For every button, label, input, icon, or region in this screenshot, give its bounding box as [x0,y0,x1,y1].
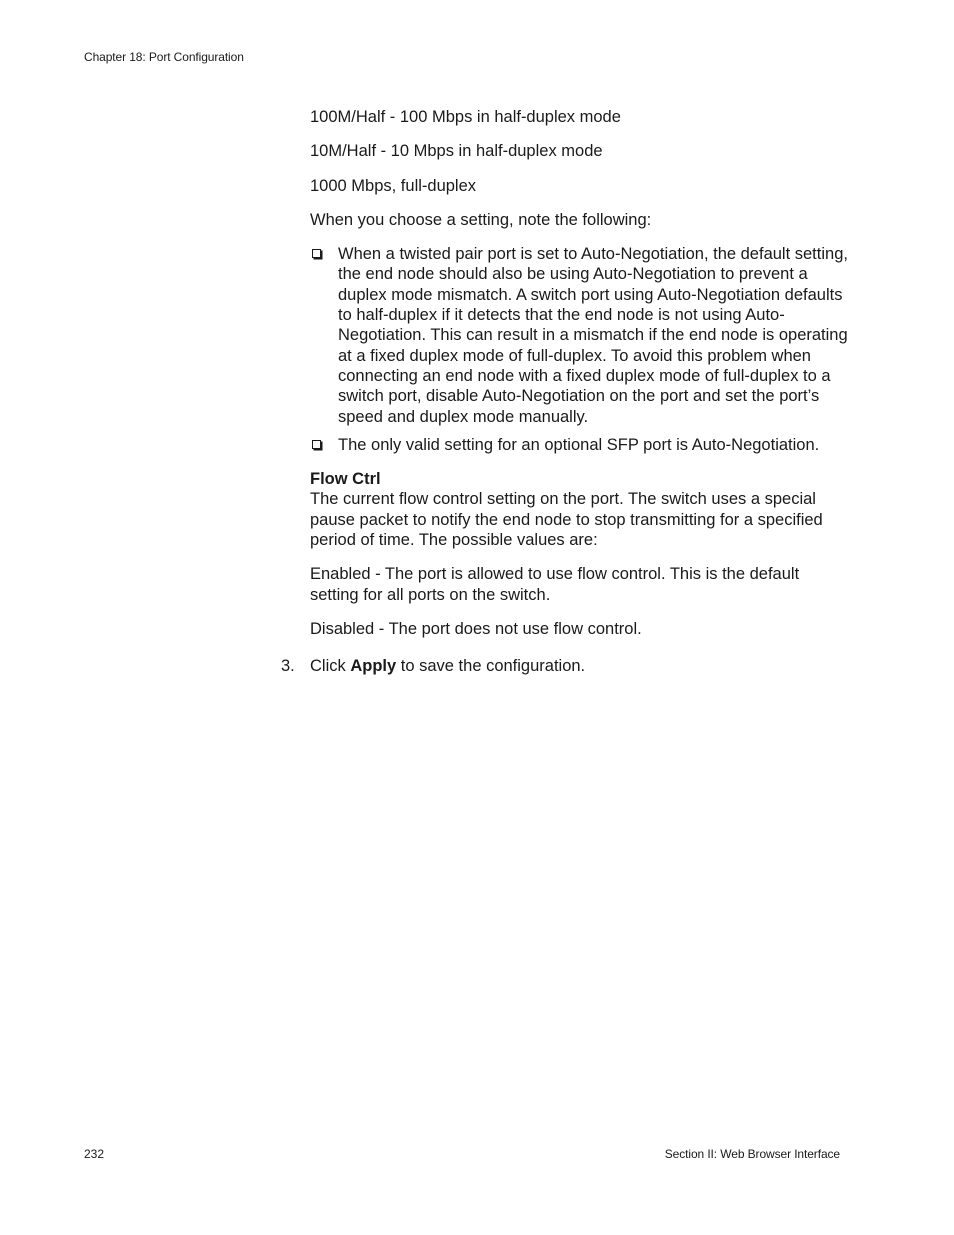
flow-ctrl-heading: Flow Ctrl [310,470,381,489]
note-item [310,244,850,427]
step-number: 3. [281,657,295,675]
note-item [310,435,850,455]
speed-option-10m-half: 10M/Half - 10 Mbps in half-duplex mode [310,142,603,161]
section-title: Section II: Web Browser Interface [664,1147,840,1161]
step-prefix: Click [310,657,351,675]
apply-label: Apply [350,657,397,675]
speed-option-1000-full: 1000 Mbps, full-duplex [310,176,477,195]
flow-ctrl-description: The current flow control setting on the port. The switch uses a special pause packet to notify the end node to stop transmitting for a specified period of time. The possible values are: [310,490,823,550]
speed-option-100m-half: 100M/Half - 100 Mbps in half-duplex mode [310,108,621,126]
step-suffix: to save the configuration. [396,657,586,675]
running-header: Chapter 18: Port Configuration [84,50,244,64]
note-list [310,244,850,455]
note-text: The only valid setting for an optional SFP port is Auto-Negotiation. [338,435,820,454]
page-number: 232 [84,1147,105,1161]
note-intro: When you choose a setting, note the following: [310,210,652,229]
step-3 [281,656,841,676]
checkbox-bullet-icon [312,440,321,449]
flow-ctrl-disabled: Disabled - The port does not use flow control. [310,619,642,638]
flow-ctrl-enabled: Enabled - The port is allowed to use flow control. This is the default setting for all ports on the switch. [310,565,800,604]
checkbox-bullet-icon [312,249,321,258]
content-body [310,107,850,653]
note-text: When a twisted pair port is set to Auto-Negotiation, the default setting, the end node should also be using Auto-Negotiation to prevent a duplex mode mismatch. A switch port using Auto-Negotiation defaults to half-duplex if it detects that the end node is not using Auto-Negotiation. This can result in a mismatch if the end node is operating at a fixed duplex mode of full-duplex. To avoid this problem when connecting an end node with a fixed duplex mode of full-duplex to a switch port, disable Auto-Negotiation on the port and set the port’s speed and duplex mode manually. [338,245,848,426]
